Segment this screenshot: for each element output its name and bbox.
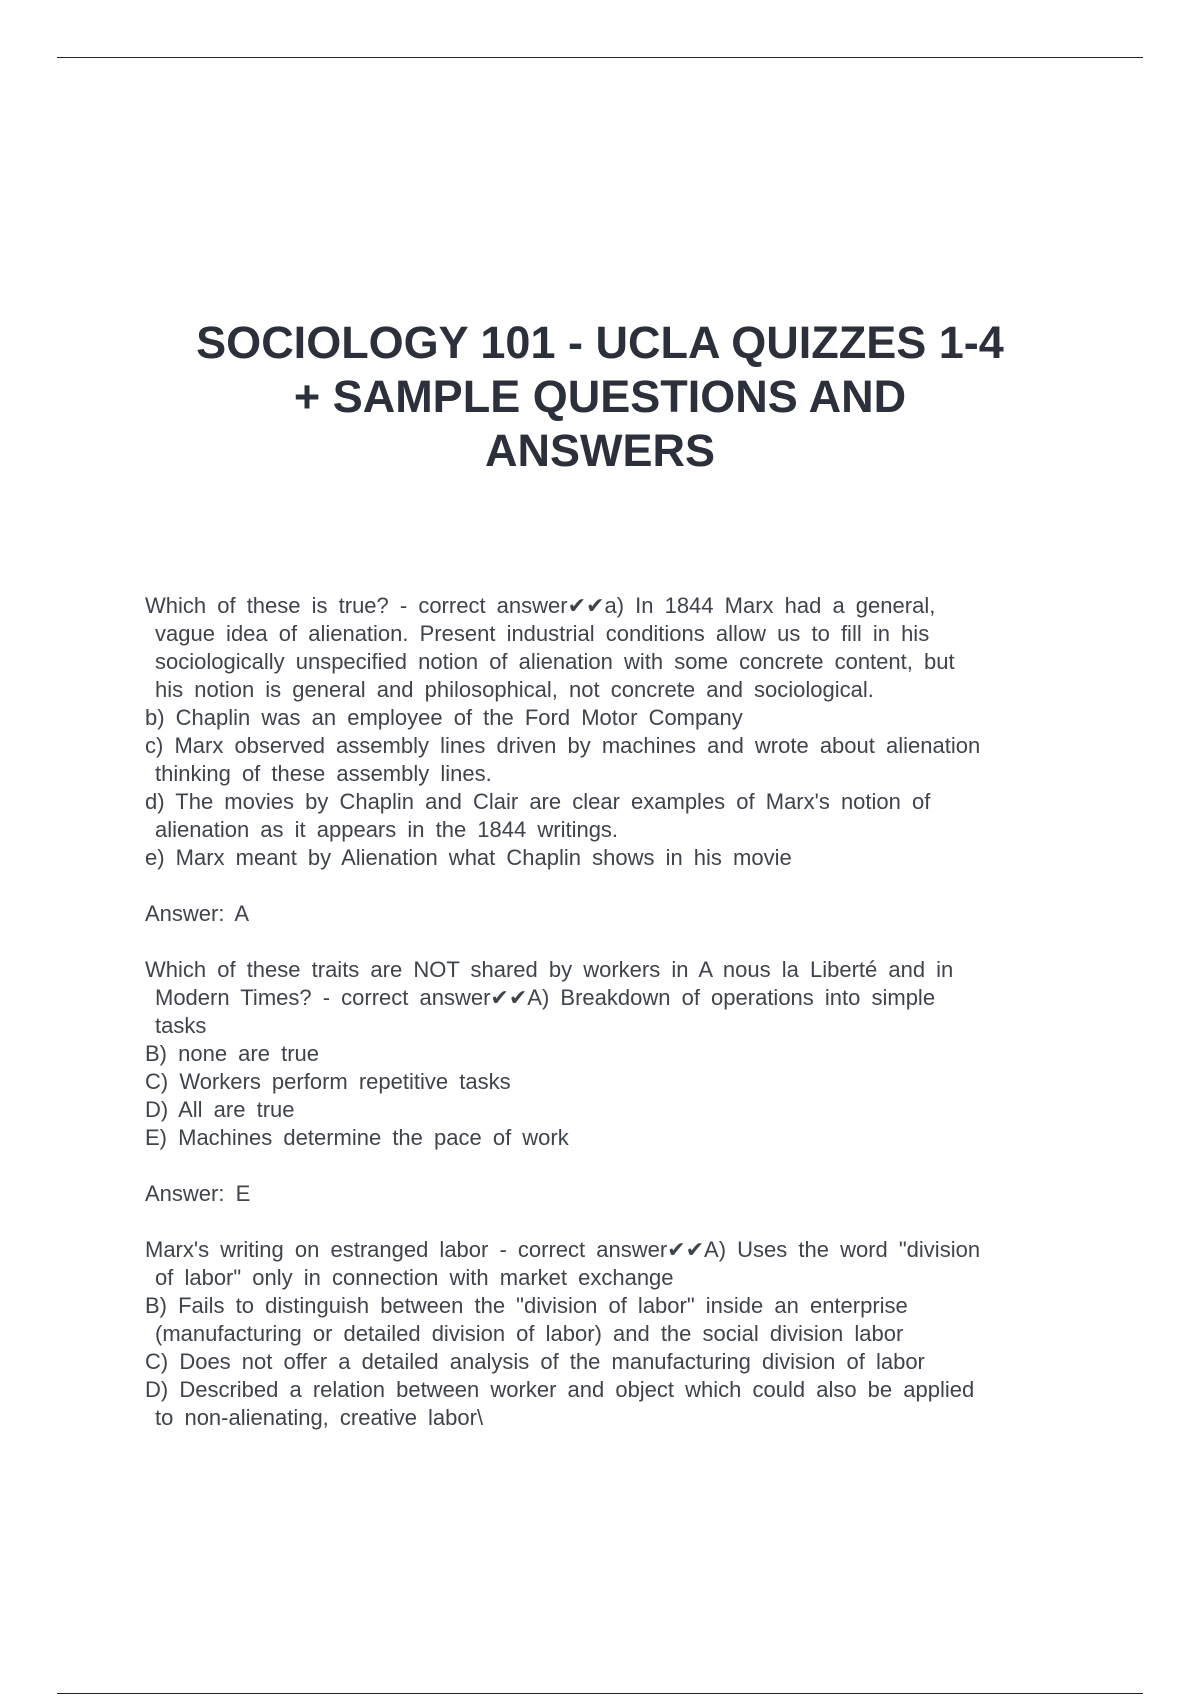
option-line: alienation as it appears in the 1844 writings. (155, 817, 619, 842)
option-line: C) Does not offer a detailed analysis of the manufacturing division of labor (145, 1349, 925, 1374)
title-line: ANSWERS (484, 425, 715, 476)
option-line: (manufacturing or detailed division of labor) and the social division labor (155, 1321, 904, 1346)
option-line: C) Workers perform repetitive tasks (145, 1069, 511, 1094)
option-line: d) The movies by Chaplin and Clair are clear examples of Marx's notion of (145, 789, 931, 814)
top-rule (57, 57, 1143, 58)
question-line: Marx's writing on estranged labor - correct answer✔✔A) Uses the word "division (145, 1237, 981, 1262)
option-line: D) All are true (145, 1097, 295, 1122)
question-line: Modern Times? - correct answer✔✔A) Breakdown of operations into simple (155, 985, 936, 1010)
option-line: e) Marx meant by Alienation what Chaplin shows in his movie (145, 845, 792, 870)
option-line: B) none are true (145, 1041, 319, 1066)
title-line: SOCIOLOGY 101 - UCLA QUIZZES 1-4 (196, 317, 1004, 368)
answer-line: Answer: A (145, 901, 250, 926)
answer-line: Answer: E (145, 1181, 251, 1206)
question-line: vague idea of alienation. Present industrial conditions allow us to fill in his (155, 621, 930, 646)
option-line: B) Fails to distinguish between the "division of labor" inside an enterprise (145, 1293, 908, 1318)
document-body (145, 592, 1085, 1432)
question-line: tasks (155, 1013, 207, 1038)
option-line: D) Described a relation between worker and object which could also be applied (145, 1377, 975, 1402)
bottom-rule (57, 1693, 1143, 1694)
option-line: E) Machines determine the pace of work (145, 1125, 569, 1150)
question-line: of labor" only in connection with market exchange (155, 1265, 674, 1290)
option-line: c) Marx observed assembly lines driven by machines and wrote about alienation (145, 733, 981, 758)
question-line: sociologically unspecified notion of alienation with some concrete content, but (155, 649, 955, 674)
option-line: to non-alienating, creative labor\ (155, 1405, 484, 1430)
question-line: Which of these is true? - correct answer✔✔a) In 1844 Marx had a general, (145, 593, 936, 618)
question-line: his notion is general and philosophical, not concrete and sociological. (155, 677, 874, 702)
question-block-2 (145, 956, 1085, 1152)
option-line: b) Chaplin was an employee of the Ford Motor Company (145, 705, 743, 730)
question-block-3 (145, 1236, 1085, 1432)
question-block-1 (145, 592, 1085, 872)
question-line: Which of these traits are NOT shared by workers in A nous la Liberté and in (145, 957, 954, 982)
document-title (120, 316, 1080, 478)
option-line: thinking of these assembly lines. (155, 761, 492, 786)
title-line: + SAMPLE QUESTIONS AND (293, 371, 907, 422)
